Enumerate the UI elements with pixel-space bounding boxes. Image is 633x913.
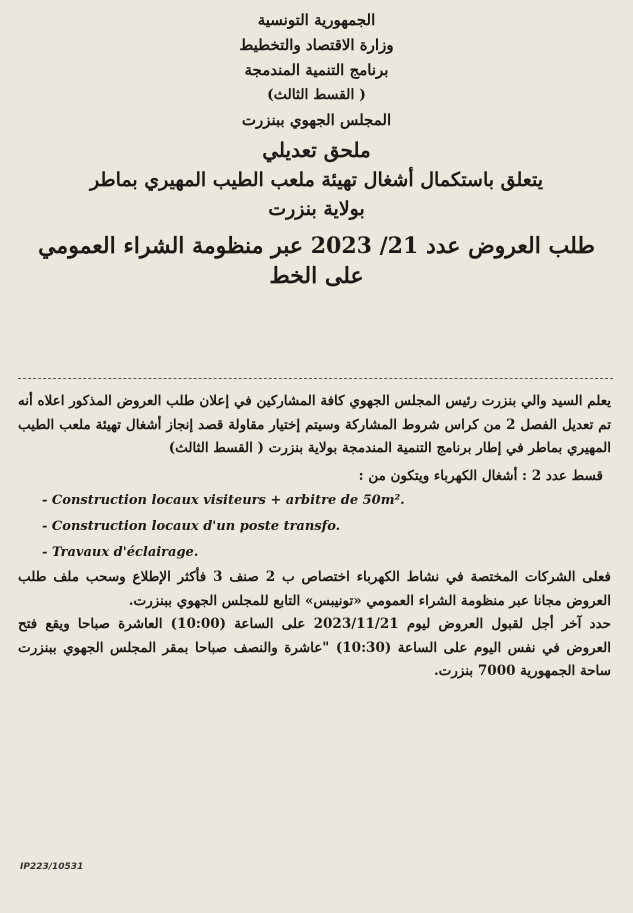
- header-program: برنامج التنمية المندمجة: [244, 61, 389, 79]
- header-republic: الجمهورية التونسية: [257, 11, 376, 29]
- header-ministry: وزارة الاقتصاد والتخطيط: [239, 36, 394, 54]
- header-tranche: ( القسط الثالث): [267, 87, 366, 103]
- header-council: المجلس الجهوي ببنزرت: [241, 111, 392, 129]
- reference-code: IP223/10531: [20, 862, 84, 872]
- works-item: - Construction locaux visiteurs + arbitre de 50m².: [42, 493, 405, 508]
- companies-paragraph: فعلى الشركات المختصة في نشاط الكهرباء اختصاص ب 2 صنف 3 فأكثر الإطلاع وسحب ملف طلب العروض مجانا عبر منظومة الشراء العمومي «تونيبس» التابع للمجلس الجهوي ببنزرت.: [18, 569, 611, 609]
- deadline-paragraph: حدد آخر أجل لقبول العروض ليوم 2023/11/21 على الساعة (10:00) العاشرة صباحا ويقع فتح العروض في نفس اليوم على الساعة (10:30) "عاشرة والنصف صباحا بمقر المجلس الجهوي ببنزرت ساحة الجمهورية 7000 بنزرت.: [18, 616, 612, 679]
- tender-title: طلب العروض عدد 21/ 2023 عبر منظومة الشراء العمومي على الخط: [38, 233, 595, 289]
- notice-body: [18, 390, 611, 684]
- works-item: - Travaux d'éclairage.: [42, 545, 199, 560]
- intro-paragraph: يعلم السيد والي بنزرت رئيس المجلس الجهوي كافة المشاركين في إعلان طلب العروض المذكور اعلاه أنه تم تعديل الفصل 2 من كراس شروط المشاركة وسيتم إختيار مقاولة قصد إنجاز أشغال تهيئة ملعب الطيب المهيري بماطر في إطار برنامج التنمية المندمجة بولاية بنزرت ( القسط الثالث): [18, 393, 611, 456]
- subject-title: يتعلق باستكمال أشغال تهيئة ملعب الطيب المهيري بماطر: [90, 169, 543, 191]
- notice-header: [0, 8, 633, 291]
- works-item: - Construction locaux d'un poste transfo.: [42, 519, 341, 534]
- region-title: بولاية بنزرت: [268, 198, 365, 220]
- lot-line: قسط عدد 2 : أشغال الكهرباء ويتكون من :: [358, 467, 603, 484]
- annex-title: ملحق تعديلي: [262, 138, 371, 162]
- separator-line: [18, 378, 613, 379]
